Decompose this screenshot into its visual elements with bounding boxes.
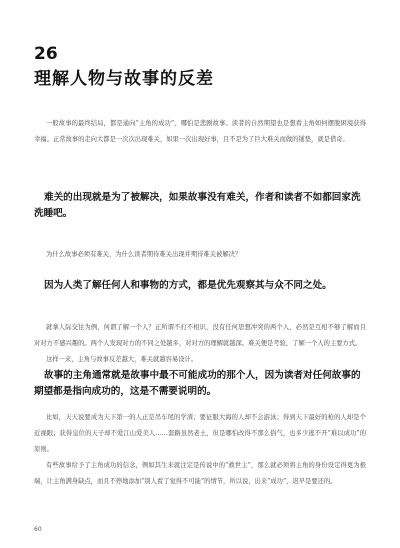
middle-paragraph: 就拿人际交往为例，何谓了解一个人？正所谓不打不相识，没有任何思想冲突的两个人，必然是互相不够了解而且对对方不感兴趣的。两个人发现对方的不同之处越多，对对方的理解就越深。难关便是考验，了解一个人的主要方式。 <box>34 324 366 347</box>
chapter-number: 26 <box>34 44 58 64</box>
intro-paragraph-text: 一般故事的最终结局，都是通向“主角的成功”，哪怕是悲剧故事。读者的自然期望也是想看主角如何摆脱困境获得幸福。正常故事的走向大都是一次次出现难关，如果一次出现好事，且不是为了巨大难关而做的铺垫，就是借奇。 <box>34 120 366 143</box>
question-line: 为什么故事必须有难关，为什么读者期待难关出现并期待难关被解决？ <box>46 251 242 258</box>
chapter-title: 理解人物与故事的反差 <box>34 69 214 89</box>
intro-paragraph <box>34 116 366 148</box>
bottom-paragraph: 比如，天天说要成为天下第一的人正是吊车尾的学渣；要征服大海的人却不会游泳；得到天下最好的枪的人却是个近视眼；获得皇位的天子却不爱江山爱美人……套路虽然老土，但是哪怕改得不那么俗气，也多少逃不开“难以成功”的原则。 <box>34 414 366 453</box>
emphasis-heading-1-text: 难关的出现就是为了被解决，如果故事没有难关，作者和读者不如都回家洗洗睡吧。 <box>34 192 361 219</box>
emphasis-heading-3 <box>34 368 368 400</box>
emphasis-heading-1 <box>34 190 368 222</box>
bottom-paragraphs <box>34 410 366 490</box>
middle-paragraph: 这样一来，主角与故事反差越大，难关就越容易设计。 <box>46 356 198 363</box>
bottom-paragraph: 有些故事给予了主角成功的信念，例如其生来就注定是传说中的“救世主”，那么就必须将主角的身份设定得更为极端，让主角满身缺点，而且不停地添加“别人看了觉得不可能”的情节，所以说，出来“成功”，迟早是要还的。 <box>34 462 366 485</box>
emphasis-heading-2 <box>34 278 368 294</box>
emphasis-heading-2-text: 因为人类了解任何人和事物的方式，都是优先观察其与众不同之处。 <box>44 280 332 291</box>
emphasis-heading-3-text: 故事的主角通常就是故事中最不可能成功的那个人，因为读者对任何故事的期望都是指向成功的，这是不需要说明的。 <box>34 370 361 397</box>
page-number: 60 <box>34 526 42 533</box>
middle-paragraphs <box>34 320 366 368</box>
